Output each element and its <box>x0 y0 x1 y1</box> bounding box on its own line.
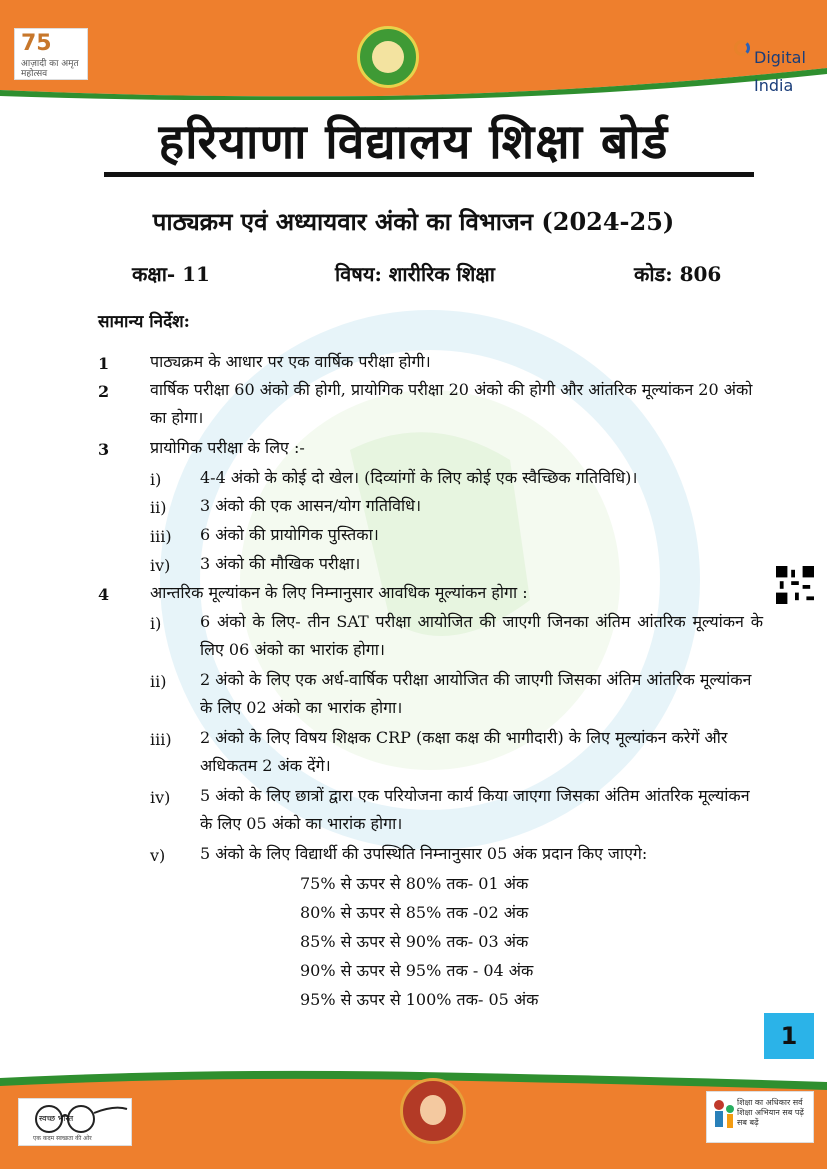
attendance-row: 95% से ऊपर से 100% तक- 05 अंक <box>300 990 539 1009</box>
item-text: पाठ्यक्रम के आधार पर एक वार्षिक परीक्षा होगी। <box>150 352 431 371</box>
qr-code-icon <box>776 566 814 604</box>
internal-roman: ii) <box>150 672 167 691</box>
azadi-logo-text: आज़ादी का अमृत महोत्सव <box>21 59 79 79</box>
item-number: 3 <box>98 440 110 459</box>
swachh-tagline: एक कदम स्वच्छता की ओर <box>33 1135 92 1142</box>
attendance-row: 90% से ऊपर से 95% तक - 04 अंक <box>300 961 534 980</box>
general-instructions-heading: सामान्य निर्देश: <box>98 312 190 332</box>
internal-roman: i) <box>150 614 162 633</box>
practical-roman: i) <box>150 470 162 489</box>
title-underline <box>104 172 754 177</box>
attendance-row: 85% से ऊपर से 90% तक- 03 अंक <box>300 932 529 951</box>
children-icon <box>709 1097 737 1137</box>
attendance-row: 80% से ऊपर से 85% तक -02 अंक <box>300 903 529 922</box>
practical-item-text: 4-4 अंको के कोई दो खेल। (दिव्यांगों के लिए कोई एक स्वैच्छिक गतिविधि)। <box>200 468 638 487</box>
item-number: 4 <box>98 585 110 604</box>
beti-bachao-logo <box>400 1078 466 1144</box>
board-emblem-icon <box>357 26 419 88</box>
internal-item-text: 5 अंको के लिए विद्यार्थी की उपस्थिति निम्नानुसार 05 अंक प्रदान किए जाएगे: <box>200 844 648 863</box>
practical-roman: iii) <box>150 527 172 546</box>
class-label: कक्षा- 11 <box>132 262 210 286</box>
logo-75-mark: 75 <box>21 31 52 56</box>
item-text: प्रायोगिक परीक्षा के लिए :- <box>150 438 305 457</box>
internal-item-text: 6 अंको के लिए- तीन SAT परीक्षा आयोजित की जाएगी जिनका अंतिम आंतरिक मूल्यांकन के लिए 06 अंको का भारांक होगा। <box>200 612 763 659</box>
azadi-ka-amrit-mahotsav-logo <box>14 28 88 80</box>
internal-roman: iii) <box>150 730 172 749</box>
shiksha-text: शिक्षा का अधिकार सर्व शिक्षा अभियान सब पढ़ें सब बढ़ें <box>737 1098 804 1127</box>
item-number: 2 <box>98 382 110 401</box>
swachh-text: स्वच्छ भारत <box>39 1114 74 1123</box>
item-text: आन्तरिक मूल्यांकन के लिए निम्नानुसार आवधिक मूल्यांकन होगा : <box>150 583 528 602</box>
item-text: वार्षिक परीक्षा 60 अंको की होगी, प्रायोगिक परीक्षा 20 अंको की होगी और आंतरिक मूल्यांकन 20 अंको का होगा। <box>150 380 753 427</box>
attendance-row: 75% से ऊपर से 80% तक- 01 अंक <box>300 874 529 893</box>
right-to-education-logo <box>706 1091 814 1143</box>
practical-roman: ii) <box>150 498 167 517</box>
internal-item-text: 2 अंको के लिए विषय शिक्षक CRP (कक्षा कक्ष की भागीदारी) के लिए मूल्यांकन करेगें और अधिकतम 2 अंक देंगे। <box>200 728 728 775</box>
code-label: कोड: 806 <box>634 262 722 286</box>
swachh-bharat-logo <box>18 1098 132 1146</box>
practical-item-text: 6 अंको की प्रायोगिक पुस्तिका। <box>200 525 379 544</box>
internal-item-text: 5 अंको के लिए छात्रों द्वारा एक परियोजना कार्य किया जाएगा जिसका अंतिम आंतरिक मूल्यांकन के लिए 05 अंको का भारांक होगा। <box>200 786 750 833</box>
item-number: 1 <box>98 354 110 373</box>
document-subtitle: पाठ्यक्रम एवं अध्यायवार अंको का विभाजन (2024-25) <box>152 207 675 236</box>
subject-label: विषय: शारीरिक शिक्षा <box>335 262 495 286</box>
page-number: 1 <box>764 1013 814 1059</box>
internal-item-text: 2 अंको के लिए एक अर्ध-वार्षिक परीक्षा आयोजित की जाएगी जिसका अंतिम आंतरिक मूल्यांकन के लिए 02 अंको का भारांक होगा। <box>200 670 752 717</box>
internal-roman: iv) <box>150 788 171 807</box>
practical-roman: iv) <box>150 556 171 575</box>
practical-item-text: 3 अंको की मौखिक परीक्षा। <box>200 554 361 573</box>
board-title: हरियाणा विद्यालय शिक्षा बोर्ड <box>158 114 669 170</box>
digital-india-logo <box>734 38 806 95</box>
digital-india-text: Digital India <box>754 48 806 95</box>
internal-roman: v) <box>150 846 166 865</box>
practical-item-text: 3 अंको की एक आसन/योग गतिविधि। <box>200 496 422 515</box>
